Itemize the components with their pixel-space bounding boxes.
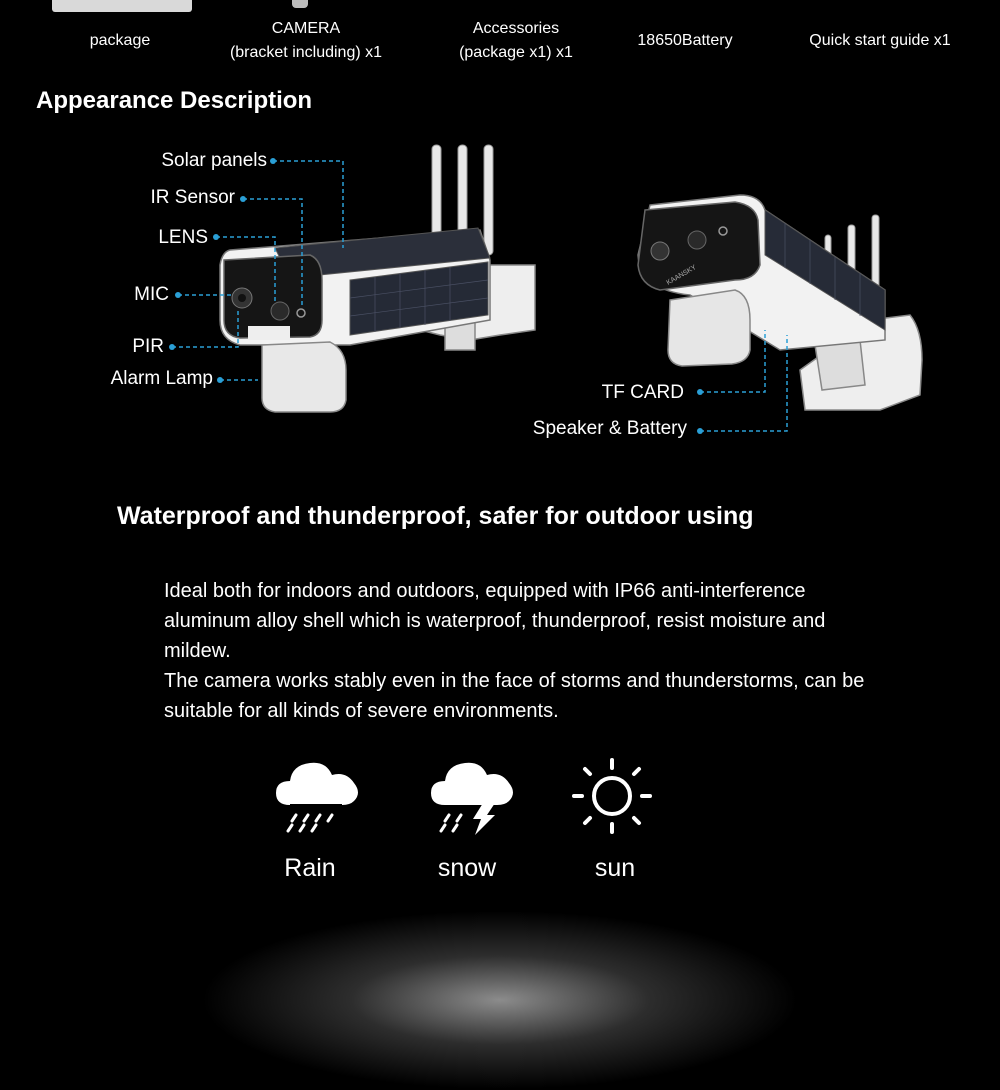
- battery-label: 18650Battery: [637, 32, 733, 49]
- callout-mic: MIC: [134, 284, 169, 305]
- waterproof-description: [164, 576, 884, 726]
- callout-lens: LENS: [158, 227, 208, 248]
- camera-angled-illustration: [560, 180, 940, 450]
- weather-label-sun: sun: [594, 854, 636, 882]
- package-label: package: [89, 32, 151, 49]
- weather-label-snow: snow: [437, 854, 497, 882]
- waterproof-paragraph-1: Ideal both for indoors and outdoors, equipped with IP66 anti-interference aluminum alloy shell which is waterproof, thunderproof, resist moisture and mildew.: [164, 580, 826, 662]
- callout-alarm-lamp: Alarm Lamp: [110, 368, 213, 389]
- callout-solar-panels: Solar panels: [161, 150, 267, 171]
- brand-text: KAANSKY: [665, 264, 698, 287]
- callout-ir-sensor: IR Sensor: [150, 187, 235, 208]
- camera-front-illustration: [0, 130, 560, 430]
- quick-start-guide-label: Quick start guide x1: [809, 32, 951, 49]
- callout-speaker-battery: Speaker & Battery: [532, 418, 687, 439]
- callout-tf-card: TF CARD: [601, 382, 684, 403]
- package-photo-box: [52, 0, 192, 12]
- rain-cloud-icon: [272, 755, 364, 835]
- accessories-label: Accessories (package x1) x1: [459, 20, 573, 61]
- bottom-spotlight-glow: [200, 910, 800, 1090]
- waterproof-title: Waterproof and thunderproof, safer for outdoor using: [117, 502, 754, 530]
- callout-pir: PIR: [132, 336, 164, 357]
- waterproof-paragraph-2: The camera works stably even in the face of storms and thunderstorms, can be suitable for all kinds of severe environments.: [164, 670, 865, 722]
- storm-cloud-icon: [427, 755, 519, 837]
- sun-icon: [570, 756, 654, 836]
- appearance-title: Appearance Description: [36, 87, 313, 114]
- camera-label: CAMERA (bracket including) x1: [229, 20, 383, 61]
- weather-label-rain: Rain: [284, 854, 336, 882]
- package-photo-camera: [292, 0, 308, 8]
